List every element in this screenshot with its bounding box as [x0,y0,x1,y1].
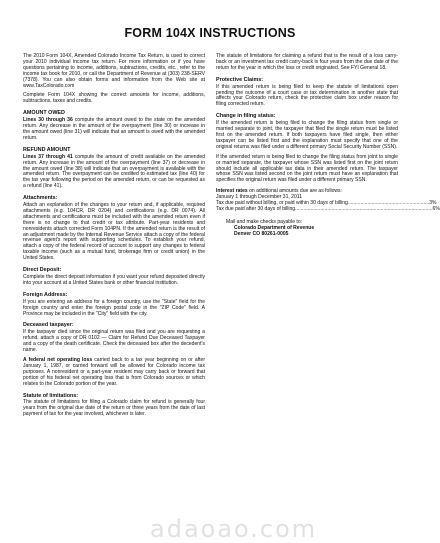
foreign-address-paragraph: If you are entering an address for a foreign country, use the "State" field for the foreign country and enter the foreign postal code in the "ZIP Code" field. A Province may be included in the "City" field with the city. [23,298,205,317]
refund-amount-heading: REFUND AMOUNT [23,146,71,153]
foreign-address-heading: Foreign Address: [23,291,68,298]
rate-row-label: Tax due paid without billing, or paid within 30 days of billing [216,200,348,207]
rate-row-after-30 [216,205,440,213]
page-title: FORM 104X INSTRUCTIONS [124,26,296,40]
attachments-paragraph: Attach an explanation of the changes to your return and, if applicable, required attachments (e.g. 104CR, DR 0204) and certifications (e.g. DR 0074). All attachments and certifications must be included with the amended return even if there is no change to that credit or tax attribute. Part-year residents and nonresidents attach corrected Form 104PN. If the amended return is the result of an adjustment made by the Internal Revenue Service attach a copy of the federal revenue agent's report with supporting schedules. To establish your refund, attach a copy of the federal record of account to support any changes to federal taxable income (such as a mutual fund, brokerage firm or credit union) in the United States. [23,202,205,262]
net-operating-loss-paragraph [23,358,205,388]
rate-row-label: Tax due paid after 30 days of billing [216,205,296,212]
interest-rates-body: on additional amounts due are as follows: [247,188,342,195]
interest-rates-heading: Interest rates [216,188,248,195]
interest-period: January 1 through December 31, 2011 [216,194,303,201]
amount-owed-lead: Lines 30 through 36 [23,117,73,124]
mail-intro: Mail and make checks payable to: [226,218,303,225]
statute-continued-paragraph: The statute of limitations for claiming a refund that is the result of a loss carry-back or an investment tax credit carry-back is four years from the due date of the return for the year in which the loss or credit originated. See FYI General 18. [216,53,398,71]
direct-deposit-paragraph: Complete the direct deposit information if you want your refund deposited directly into your account at a United States bank or other financial institution. [23,274,205,286]
statute-paragraph: The statute of limitations for filing a Colorado claim for refund is generally four years from the original due date of the return or three years from the date of last payment of tax for the year involved, whichever is later. [23,399,205,418]
filing-status-paragraph-1: If the amended return is being filed to change the filing status from single or married separate to joint, the taxpayer that filed the single return must be listed first on the amended return. If both taxpayers have filed single, then either taxpayer can be listed first and the explanation must specify that one of the original returns was filed under a different primary Social Security Number (SSN). [216,120,398,150]
amount-owed-body: compute the amount owed to the state on the amended return. Any decrease in the amount of the overpayment (line 30) or increase in the amount owed (line 31) will indicate that an amount is owed with the amended return. [23,117,205,141]
dot-leader: .................................................................................................. [295,205,433,212]
right-column [216,53,440,238]
nol-body: carried back to a tax year beginning on or after January 1, 1987, or carried forward will be allowed for Colorado income tax purposes. A nonresident or a part-year resident may carry back or forward that portion of his federal net operating loss that is from Colorado sources or which relates to the Colorado portion of the year. [23,356,205,387]
rate-row-value: 6% [432,205,440,212]
deceased-taxpayer-paragraph: If the taxpayer died since the original return was filed and you are requesting a refund, attach a copy of DR 0102 — Claim for Refund Due Deceased Taxpayer and a copy of the death certificate. Check the deceased box after the decedent's name. [23,329,205,354]
interest-rates-block [216,188,440,213]
watermark: adaoao.com [150,515,318,543]
filing-status-heading: Change in filing status: [216,113,276,120]
attachments-heading: Attachments: [23,195,58,202]
dot-leader: .......................................................... [347,200,430,207]
direct-deposit-heading: Direct Deposit: [23,267,62,274]
mail-address-line-1: Colorado Department of Revenue [234,224,315,231]
left-column [23,54,205,422]
mailing-address-block [216,220,398,238]
refund-body: compute the amount of credit available on the amended return. Any increase in the amount of the overpayment (line 37) or decrease in the amount owed (line 38) will indicate that an overpayment is available with the amended return. The overpayment can be credited to estimated tax (line 40) for the tax year following the period on the amended return, or can be requested as a refund (line 41). [23,153,205,190]
intro-paragraph: The 2010 Form 104X, Amended Colorado Income Tax Return, is used to correct your 2010 individual income tax return. For more information or if you have questions pertaining to income, additions, subtractions, credits, etc., refer to the income tax book for 2010, or call the Department of Revenue at (303) 238-SERV (7378). You can also obtain forms and information from the Web site at www.TaxColorado.com [23,53,205,89]
mail-address-line-2: Denver CO 80261-0005 [234,230,289,237]
refund-amount-paragraph [23,155,205,190]
nol-lead: A federal net operating loss [23,356,93,363]
intro-paragraph-2: Complete Form 104X showing the correct amounts for income, additions, subtractions, taxes and credits. [23,92,205,105]
statute-heading: Statute of limitations: [23,392,79,399]
rate-row-value: 3% [429,200,437,207]
protective-claims-heading: Protective Claims: [216,76,264,83]
amount-owed-heading: AMOUNT OWED [23,110,65,117]
refund-lead: Lines 37 through 41 [23,153,73,160]
deceased-taxpayer-heading: Deceased taxpayer: [23,322,74,329]
protective-claims-paragraph: If this amended return is being filed to keep the statute of limitations open pending the outcome of a court case or tax determination in another state that affects your Colorado return, check the protective claim box under reason for filing corrected return. [216,83,398,108]
filing-status-paragraph-2: If the amended return is being filed to change the filing status from joint to single or married separate, the taxpayer whose SSN was listed first on the joint return should include all applicable tax data in their amended return. The taxpayer whose SSN was listed second on the joint return must have an explanation that specifies the original return was filed under a different primary SSN. [216,153,398,184]
amount-owed-paragraph [23,118,205,142]
